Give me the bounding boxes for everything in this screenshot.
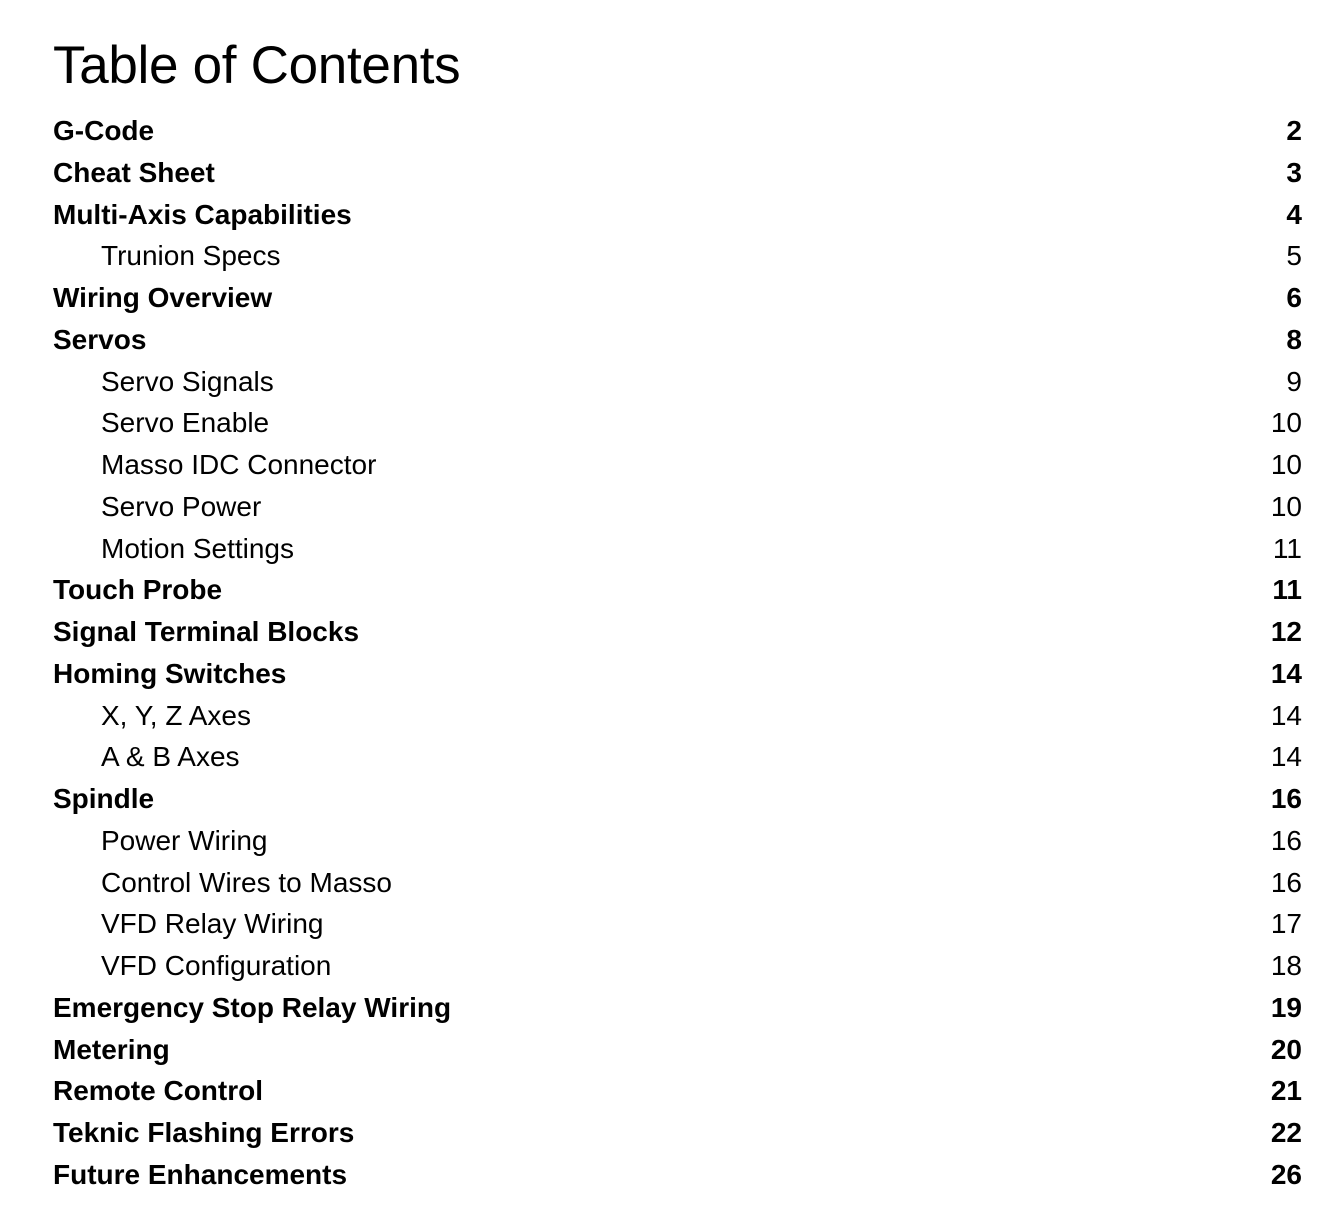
toc-entry-page-number: 16 xyxy=(1270,866,1302,898)
toc-entry-label: Control Wires to Masso xyxy=(101,866,392,898)
toc-entry-subheading[interactable] xyxy=(53,695,1302,737)
toc-entry-page-number: 10 xyxy=(1270,449,1302,480)
toc-entry-page-number: 14 xyxy=(1270,741,1302,773)
toc-entry-label: Remote Control xyxy=(53,1075,263,1107)
toc-entry-label: G-Code xyxy=(53,115,155,146)
toc-entry-label: Emergency Stop Relay Wiring xyxy=(53,991,452,1023)
toc-entry-label: Future Enhancements xyxy=(53,1158,348,1190)
toc-entry-heading[interactable] xyxy=(53,1154,1302,1196)
toc-entry-label: Servo Signals xyxy=(101,365,274,397)
toc-entry-page-number: 16 xyxy=(1270,783,1302,814)
toc-entry-heading[interactable] xyxy=(53,1070,1302,1112)
toc-entry-label: A & B Axes xyxy=(101,741,240,773)
toc-entry-page-number: 14 xyxy=(1270,657,1302,689)
toc-entry-label: Cheat Sheet xyxy=(53,156,215,188)
toc-entry-label: Touch Probe xyxy=(53,574,223,606)
toc-entry-page-number: 17 xyxy=(1270,908,1302,940)
toc-entry-heading[interactable] xyxy=(53,194,1302,236)
toc-entry-label: Wiring Overview xyxy=(53,282,273,313)
toc-entry-page-number: 11 xyxy=(1272,574,1302,606)
toc-entry-label: Masso IDC Connector xyxy=(101,449,377,480)
toc-entry-subheading[interactable] xyxy=(53,862,1302,904)
toc-entry-page-number: 16 xyxy=(1270,824,1302,856)
toc-entry-label: VFD Configuration xyxy=(101,950,332,981)
toc-entry-page-number: 2 xyxy=(1286,115,1302,146)
toc-entry-page-number: 3 xyxy=(1286,156,1302,188)
toc-entry-heading[interactable] xyxy=(53,152,1302,194)
toc-entry-label: Motion Settings xyxy=(101,532,294,564)
toc-entry-label: Power Wiring xyxy=(101,824,268,856)
toc-entry-heading[interactable] xyxy=(53,653,1302,695)
toc-entry-subheading[interactable] xyxy=(53,444,1302,486)
toc-entry-page-number: 18 xyxy=(1270,950,1302,981)
toc-entry-heading[interactable] xyxy=(53,110,1302,152)
toc-title: Table of Contents xyxy=(53,36,461,95)
toc-entry-label: Homing Switches xyxy=(53,657,287,689)
toc-entry-subheading[interactable] xyxy=(53,402,1302,444)
toc-entry-page-number: 14 xyxy=(1270,699,1302,731)
toc-entry-page-number: 5 xyxy=(1286,240,1302,272)
toc-entry-label: Servos xyxy=(53,323,147,355)
toc-entry-subheading[interactable] xyxy=(53,361,1302,403)
toc-entry-heading[interactable] xyxy=(53,569,1302,611)
toc-entry-label: Servo Enable xyxy=(101,407,270,439)
toc-entry-heading[interactable] xyxy=(53,1029,1302,1071)
toc-entry-label: X, Y, Z Axes xyxy=(101,699,251,731)
toc-list xyxy=(53,110,1302,1196)
toc-entry-subheading[interactable] xyxy=(53,903,1302,945)
toc-entry-label: Teknic Flashing Errors xyxy=(53,1117,355,1148)
toc-entry-heading[interactable] xyxy=(53,778,1302,820)
toc-entry-page-number: 19 xyxy=(1270,991,1302,1023)
toc-entry-label: Signal Terminal Blocks xyxy=(53,616,360,647)
toc-entry-subheading[interactable] xyxy=(53,486,1302,528)
toc-entry-label: Trunion Specs xyxy=(101,240,281,272)
toc-entry-page-number: 12 xyxy=(1270,616,1302,647)
toc-entry-heading[interactable] xyxy=(53,277,1302,319)
toc-entry-page-number: 4 xyxy=(1286,198,1302,230)
toc-entry-subheading[interactable] xyxy=(53,945,1302,987)
toc-entry-heading[interactable] xyxy=(53,1112,1302,1154)
toc-entry-page-number: 11 xyxy=(1272,532,1302,564)
toc-entry-page-number: 9 xyxy=(1286,365,1302,397)
toc-entry-label: Multi-Axis Capabilities xyxy=(53,198,352,230)
toc-entry-page-number: 8 xyxy=(1286,323,1302,355)
toc-entry-label: Servo Power xyxy=(101,490,262,522)
toc-entry-subheading[interactable] xyxy=(53,736,1302,778)
toc-entry-heading[interactable] xyxy=(53,319,1302,361)
toc-entry-label: Spindle xyxy=(53,783,155,814)
toc-entry-subheading[interactable] xyxy=(53,235,1302,277)
toc-entry-heading[interactable] xyxy=(53,987,1302,1029)
toc-entry-label: Metering xyxy=(53,1033,170,1065)
toc-entry-page-number: 21 xyxy=(1270,1075,1302,1107)
toc-entry-heading[interactable] xyxy=(53,611,1302,653)
toc-entry-page-number: 22 xyxy=(1270,1117,1302,1148)
toc-entry-page-number: 6 xyxy=(1286,282,1302,313)
toc-entry-subheading[interactable] xyxy=(53,820,1302,862)
toc-entry-label: VFD Relay Wiring xyxy=(101,908,324,940)
toc-entry-page-number: 10 xyxy=(1270,407,1302,439)
toc-entry-subheading[interactable] xyxy=(53,528,1302,570)
toc-entry-page-number: 10 xyxy=(1270,490,1302,522)
toc-entry-page-number: 26 xyxy=(1270,1158,1302,1190)
toc-entry-page-number: 20 xyxy=(1270,1033,1302,1065)
